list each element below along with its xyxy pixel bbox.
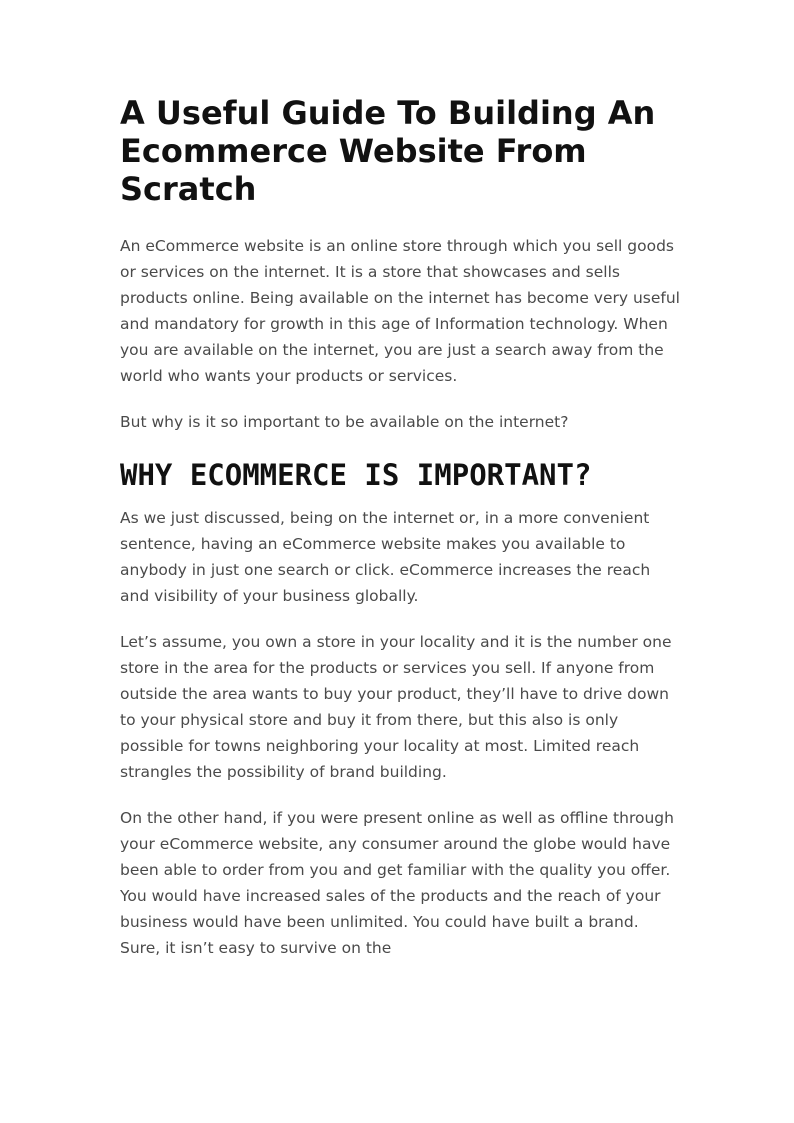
section-paragraph-2: Let’s assume, you own a store in your locality and it is the number one store in the area for the products or services you sell. If anyone from outside the area wants to buy your product, they’ll have to drive down to your physical store and buy it from there, but this also is only possible for towns neighboring your locality at most. Limited reach strangles the possibility of brand building. bbox=[120, 633, 672, 781]
section-paragraph-3: On the other hand, if you were present online as well as offline through your eCommerce website, any consumer around the globe would have been able to order from you and get familiar with the quality you offer. You would have increased sales of the products and the reach of your business would have been unlimited. You could have built a brand. Sure, it isn’t easy to survive on the bbox=[120, 809, 674, 957]
intro-paragraph-1: An eCommerce website is an online store through which you sell goods or services on the internet. It is a store that showcases and sells products online. Being available on the internet has become very useful and mandatory for growth in this age of Information technology. When you are available on the internet, you are just a search away from the world who wants your products or services. bbox=[120, 237, 680, 385]
section-paragraph-1: As we just discussed, being on the internet or, in a more convenient sentence, having an eCommerce website makes you available to anybody in just one search or click. eCommerce increases the reach and visibility of your business globally. bbox=[120, 509, 651, 605]
document-page bbox=[120, 94, 680, 961]
document-title: A Useful Guide To Building An Ecommerce Website From Scratch bbox=[120, 94, 656, 208]
section-heading: WHY ECOMMERCE IS IMPORTANT? bbox=[120, 458, 592, 492]
intro-paragraph-2: But why is it so important to be available on the internet? bbox=[120, 413, 569, 431]
